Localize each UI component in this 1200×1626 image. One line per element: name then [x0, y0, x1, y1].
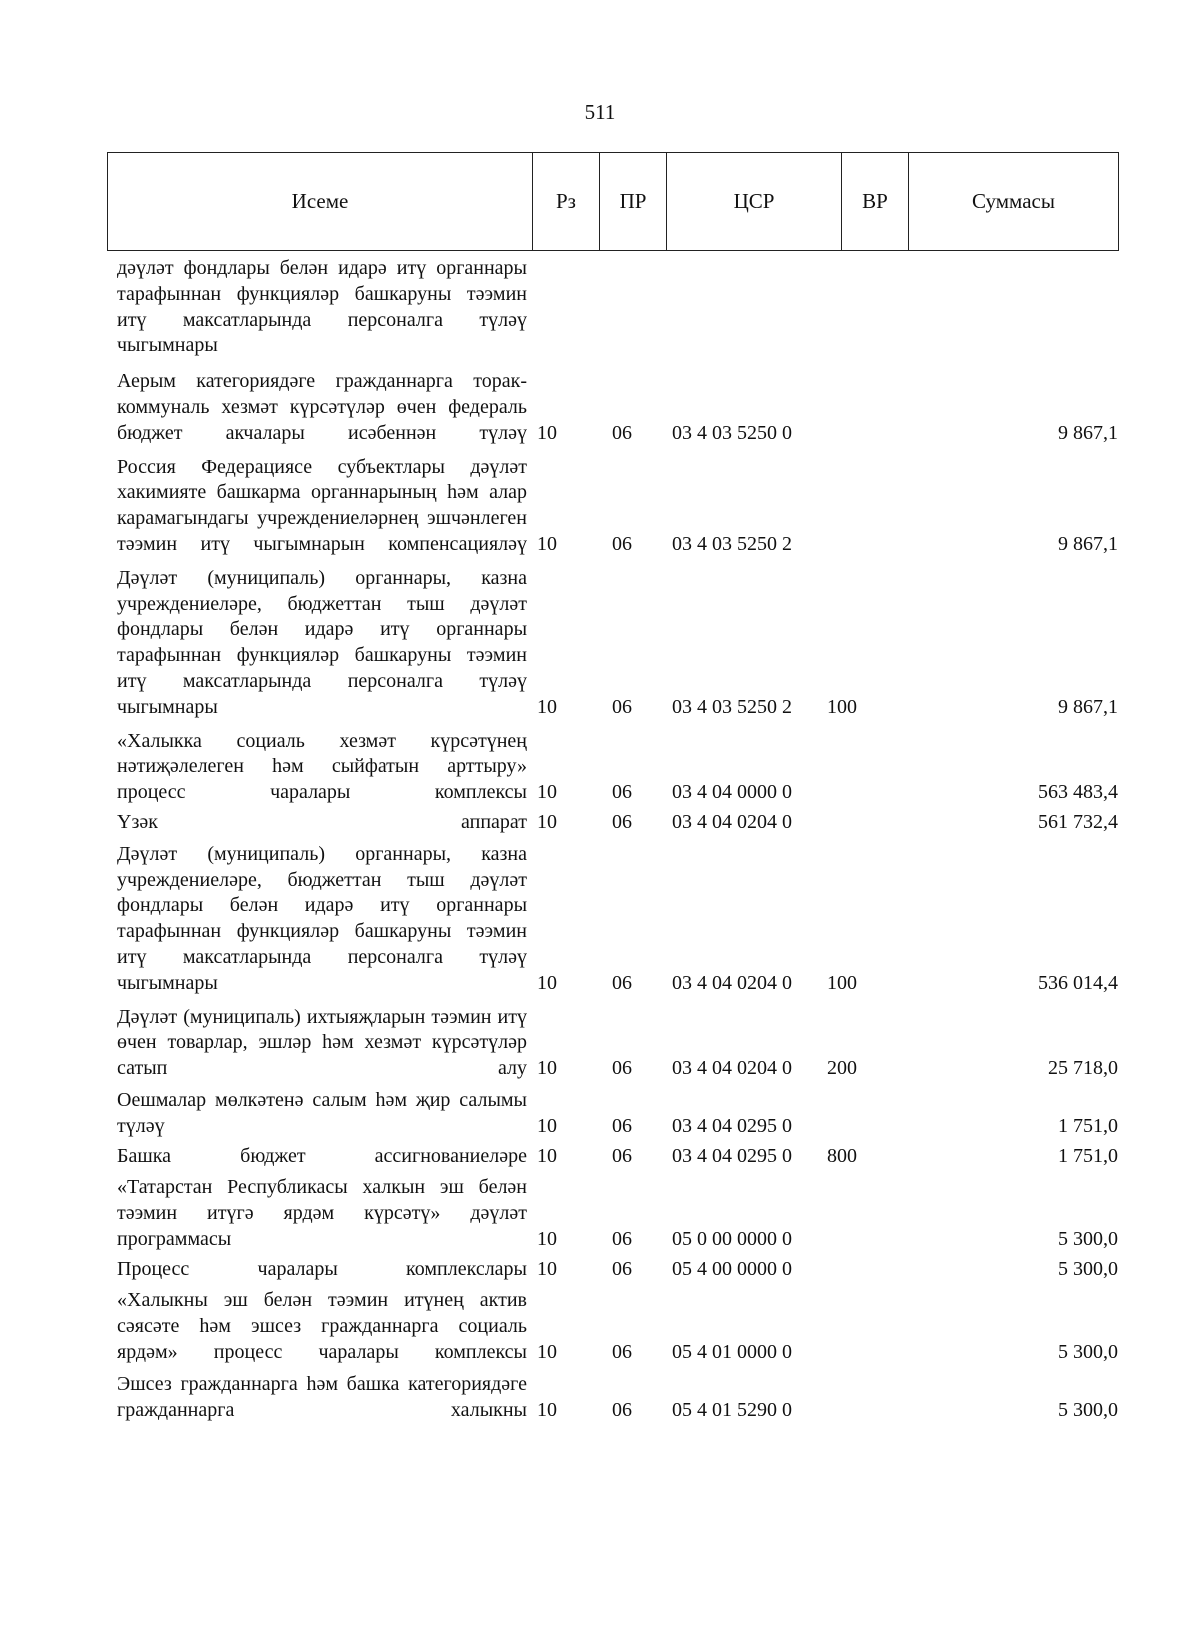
row-sum: 9 867,1 — [1058, 421, 1118, 444]
row-pr: 06 — [612, 695, 632, 718]
table-body — [107, 256, 1118, 1423]
row-pr: 06 — [612, 1398, 632, 1421]
row-rz: 10 — [537, 971, 557, 994]
row-sum: 536 014,4 — [1038, 971, 1118, 994]
table-row — [107, 455, 1118, 558]
row-rz: 10 — [537, 810, 557, 833]
row-sum: 5 300,0 — [1058, 1227, 1118, 1250]
row-rz: 10 — [537, 1257, 557, 1280]
row-csr: 03 4 04 0204 0 — [672, 810, 792, 833]
row-rz: 10 — [537, 1144, 557, 1167]
row-csr: 03 4 04 0295 0 — [672, 1114, 792, 1137]
row-rz: 10 — [537, 421, 557, 444]
row-pr: 06 — [612, 1227, 632, 1250]
row-pr: 06 — [612, 421, 632, 444]
row-name: Процесс чаралары комплекслары — [117, 1257, 527, 1280]
row-pr: 06 — [612, 532, 632, 555]
header-vr: ВР — [842, 153, 909, 251]
row-csr: 05 4 01 5290 0 — [672, 1398, 792, 1421]
row-vr: 200 — [827, 1057, 857, 1080]
row-rz: 10 — [537, 695, 557, 718]
table-row — [107, 1257, 1118, 1283]
row-pr: 06 — [612, 810, 632, 833]
row-sum: 5 300,0 — [1058, 1398, 1118, 1421]
row-name: Башка бюджет ассигнованиеләре — [117, 1144, 527, 1167]
row-vr: 800 — [827, 1144, 857, 1167]
table-row — [107, 1175, 1118, 1252]
table-row — [107, 1372, 1118, 1424]
row-name: Оешмалар мөлкәтенә салым һәм җир салымы түләү — [117, 1088, 527, 1137]
table-row — [107, 566, 1118, 721]
row-name: дәүләт фондлары белән идарә итү органнары тарафыннан функцияләр башкаруны тәэмин итү максатларында персоналга түләү чыгымнары — [117, 257, 527, 357]
row-pr: 06 — [612, 781, 632, 804]
row-rz: 10 — [537, 781, 557, 804]
row-rz: 10 — [537, 1398, 557, 1421]
table-row — [107, 1144, 1118, 1170]
row-sum: 9 867,1 — [1058, 532, 1118, 555]
row-name: «Халыкка социаль хезмәт күрсәтүнең нәтиҗәлелеген һәм сыйфатын арттыру» процесс чаралары комплексы — [117, 729, 527, 804]
row-name: Аерым категориядәге гражданнарга торак-коммуналь хезмәт күрсәтүләр өчен федераль бюджет акчалары исәбеннән түләү — [117, 370, 527, 444]
row-csr: 03 4 04 0204 0 — [672, 1057, 792, 1080]
header-pr: ПР — [600, 153, 667, 251]
row-pr: 06 — [612, 1257, 632, 1280]
header-rz: Рз — [533, 153, 600, 251]
table-row — [107, 810, 1118, 836]
row-csr: 03 4 04 0295 0 — [672, 1144, 792, 1167]
row-rz: 10 — [537, 1114, 557, 1137]
row-pr: 06 — [612, 971, 632, 994]
table-header — [107, 152, 1119, 251]
row-name: «Халыкны эш белән тәэмин итүнең актив сәясәте һәм эшсез гражданнарга социаль ярдәм» процесс чаралары комплексы — [117, 1289, 527, 1364]
row-sum: 563 483,4 — [1038, 781, 1118, 804]
row-name: Дәүләт (муниципаль) органнары, казна учреждениеләре, бюджеттан тыш дәүләт фондлары белән идарә итү органнары тарафыннан функцияләр башкаруны тәэмин итү максатларында персоналга түләү чыгымнары — [117, 566, 527, 718]
row-rz: 10 — [537, 1227, 557, 1250]
row-pr: 06 — [612, 1341, 632, 1364]
header-sum: Суммасы — [909, 153, 1119, 251]
row-sum: 1 751,0 — [1058, 1114, 1118, 1137]
row-sum: 25 718,0 — [1048, 1057, 1118, 1080]
row-name: «Татарстан Республикасы халкын эш белән тәэмин итүгә ярдәм күрсәтү» дәүләт программасы — [117, 1176, 527, 1250]
table-row — [107, 369, 1118, 446]
row-name: Эшсез гражданнарга һәм башка категориядәге гражданнарга халыкны — [117, 1372, 527, 1421]
row-csr: 03 4 04 0000 0 — [672, 781, 792, 804]
table-row — [107, 1288, 1118, 1365]
row-rz: 10 — [537, 1341, 557, 1364]
table-row — [107, 1005, 1118, 1082]
row-name: Дәүләт (муниципаль) ихтыяҗларын тәэмин итү өчен товарлар, эшләр һәм хезмәт күрсәтүләр сатып алу — [117, 1005, 527, 1080]
header-csr: ЦСР — [667, 153, 842, 251]
row-csr: 05 4 00 0000 0 — [672, 1257, 792, 1280]
row-pr: 06 — [612, 1114, 632, 1137]
row-csr: 03 4 03 5250 2 — [672, 532, 792, 555]
row-csr: 05 4 01 0000 0 — [672, 1341, 792, 1364]
row-csr: 03 4 03 5250 2 — [672, 695, 792, 718]
row-sum: 9 867,1 — [1058, 695, 1118, 718]
row-name: Россия Федерациясе субъектлары дәүләт хакимияте башкарма органнарының һәм алар карамагындагы учреждениеләрнең эшчәнлеген тәэмин итү чыгымнарын компенсацияләү — [117, 455, 527, 555]
row-rz: 10 — [537, 1057, 557, 1080]
table-row — [107, 842, 1118, 997]
row-sum: 5 300,0 — [1058, 1341, 1118, 1364]
row-vr: 100 — [827, 695, 857, 718]
row-name: Үзәк аппарат — [117, 810, 527, 833]
row-csr: 03 4 03 5250 0 — [672, 421, 792, 444]
table-row — [107, 256, 1118, 359]
row-csr: 03 4 04 0204 0 — [672, 971, 792, 994]
row-sum: 5 300,0 — [1058, 1257, 1118, 1280]
row-pr: 06 — [612, 1057, 632, 1080]
header-name: Исеме — [108, 153, 533, 251]
row-sum: 1 751,0 — [1058, 1144, 1118, 1167]
table-row — [107, 729, 1118, 806]
row-name: Дәүләт (муниципаль) органнары, казна учреждениеләре, бюджеттан тыш дәүләт фондлары белән идарә итү органнары тарафыннан функцияләр башкаруны тәэмин итү максатларында персоналга түләү чыгымнары — [117, 842, 527, 994]
row-vr: 100 — [827, 971, 857, 994]
row-pr: 06 — [612, 1144, 632, 1167]
row-rz: 10 — [537, 532, 557, 555]
table-row — [107, 1088, 1118, 1140]
row-sum: 561 732,4 — [1038, 810, 1118, 833]
page-number: 511 — [584, 100, 616, 124]
row-csr: 05 0 00 0000 0 — [672, 1227, 792, 1250]
